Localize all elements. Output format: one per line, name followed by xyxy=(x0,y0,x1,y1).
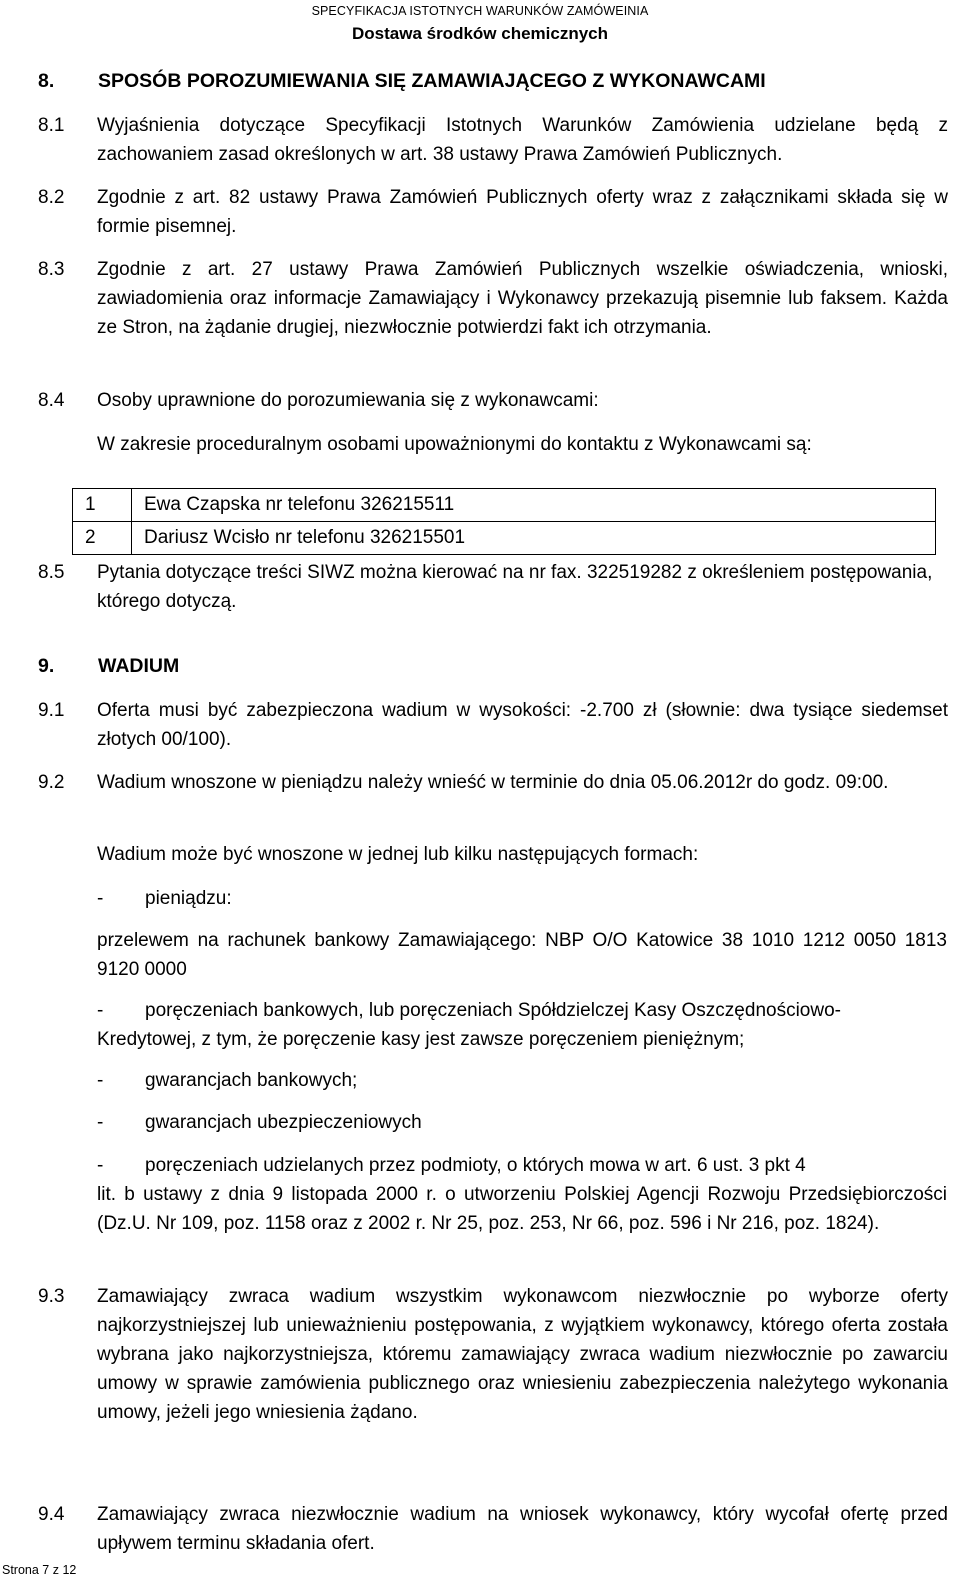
forms-intro: Wadium może być wnoszone w jednej lub kilku następujących formach: xyxy=(97,844,699,865)
form-text: poręczeniach bankowych, lub poręczeniach Spółdzielczej Kasy Oszczędnościowo- xyxy=(145,1000,841,1021)
item-text: Zgodnie z art. 82 ustawy Prawa Zamówień Publicznych oferty wraz z załącznikami składa się w formie pisemnej. xyxy=(97,187,948,237)
item-number: 8.5 xyxy=(38,562,65,583)
section-number: 9. xyxy=(38,655,55,677)
contact-index: 1 xyxy=(73,489,132,522)
item-text: Zgodnie z art. 27 ustawy Prawa Zamówień Publicznych wszelkie oświadczenia, wnioski, zawiadomienia oraz informacje Zamawiający i Wykonawcy przekazują pisemnie lub faksem. Każda ze Stron, na żądanie drugiej, niezwłocznie potwierdzi fakt ich otrzymania. xyxy=(97,259,948,338)
list-dash: - xyxy=(97,1070,104,1091)
section-number: 8. xyxy=(38,70,55,92)
item-text: Oferta musi być zabezpieczona wadium w wysokości: -2.700 zł (słownie: dwa tysiące siedemset złotych 00/100). xyxy=(97,700,948,750)
form-other-sureties-continued: lit. b ustawy z dnia 9 listopada 2000 r. o utworzeniu Polskiej Agencji Rozwoju Przedsiębiorczości (Dz.U. Nr 109, poz. 1158 oraz z 2002 r. Nr 25, poz. 253, Nr 66, poz. 596 i Nr 216, poz. 1824). xyxy=(97,1184,947,1234)
form-bank-guarantees xyxy=(97,1066,947,1095)
section-9-heading xyxy=(38,655,179,678)
header-document-title: SPECYFIKACJA ISTOTNYCH WARUNKÓW ZAMÓWEINIA xyxy=(311,4,649,18)
form-sureties xyxy=(97,996,947,1025)
item-text: Pytania dotyczące treści SIWZ można kierować na nr fax. 322519282 z określeniem postępowania, którego dotyczą. xyxy=(97,562,933,612)
section-8-heading xyxy=(38,70,766,93)
item-number: 9.1 xyxy=(38,700,65,721)
item-number: 9.3 xyxy=(38,1286,65,1307)
item-number: 8.2 xyxy=(38,187,65,208)
item-text: Wadium wnoszone w pieniądzu należy wnieść w terminie do dnia 05.06.2012r do godz. 09:00. xyxy=(97,772,889,793)
list-dash: - xyxy=(97,1112,104,1133)
form-sureties-continued xyxy=(97,1025,947,1054)
form-text: poręczeniach udzielanych przez podmioty, o których mowa w art. 6 ust. 3 pkt 4 xyxy=(145,1155,806,1176)
item-number: 8.3 xyxy=(38,259,65,280)
item-text: Wyjaśnienia dotyczące Specyfikacji Istotnych Warunków Zamówienia udzielane będą z zachowaniem zasad określonych w art. 38 ustawy Prawa Zamówień Publicznych. xyxy=(97,115,948,165)
contacts-table xyxy=(72,488,936,555)
item-number: 9.4 xyxy=(38,1504,65,1525)
form-text: gwarancjach ubezpieczeniowych xyxy=(145,1112,422,1133)
contacts-intro: W zakresie proceduralnym osobami upoważnionymi do kontaktu z Wykonawcami są: xyxy=(97,434,812,455)
table-row xyxy=(73,522,936,555)
item-text: Osoby uprawnione do porozumiewania się z wykonawcami: xyxy=(97,390,599,411)
header-subject: Dostawa środków chemicznych xyxy=(351,24,609,43)
bank-transfer: przelewem na rachunek bankowy Zamawiającego: NBP O/O Katowice 38 1010 1212 0050 1813 9120 0000 xyxy=(97,930,947,980)
form-text: pieniądzu: xyxy=(145,888,232,909)
table-row xyxy=(73,489,936,522)
form-text: Kredytowej, z tym, że poręczenie kasy jest zawsze poręczeniem pieniężnym; xyxy=(97,1029,745,1050)
item-number: 8.1 xyxy=(38,115,65,136)
item-text: Zamawiający zwraca niezwłocznie wadium na wniosek wykonawcy, który wycofał ofertę przed upływem terminu składania ofert. xyxy=(97,1504,948,1554)
form-money xyxy=(97,884,947,913)
contact-index: 2 xyxy=(73,522,132,555)
page-number: Strona 7 z 12 xyxy=(2,1563,77,1577)
item-number: 8.4 xyxy=(38,390,65,411)
section-title: WADIUM xyxy=(98,655,180,677)
item-number: 9.2 xyxy=(38,772,65,793)
contact-details: Ewa Czapska nr telefonu 326215511 xyxy=(132,489,936,522)
form-insurance-guarantees xyxy=(97,1108,947,1137)
list-dash: - xyxy=(97,888,104,909)
section-title: SPOSÓB POROZUMIEWANIA SIĘ ZAMAWIAJĄCEGO Z WYKONAWCAMI xyxy=(98,70,766,92)
contact-details: Dariusz Wcisło nr telefonu 326215501 xyxy=(132,522,936,555)
form-other-sureties xyxy=(97,1151,947,1180)
list-dash: - xyxy=(97,1155,104,1176)
form-text: gwarancjach bankowych; xyxy=(145,1070,358,1091)
list-dash: - xyxy=(97,1000,104,1021)
item-text: Zamawiający zwraca wadium wszystkim wykonawcom niezwłocznie po wyborze oferty najkorzystniejszej lub unieważnieniu postępowania, z wyjątkiem wykonawcy, którego oferta została wybrana jako najkorzystniejsza, któremu zamawiający zwraca wadium niezwłocznie po zawarciu umowy w sprawie zamówienia publicznego oraz wniesieniu zabezpieczenia należytego wykonania umowy, jeżeli jego wniesienia żądano. xyxy=(97,1286,948,1423)
